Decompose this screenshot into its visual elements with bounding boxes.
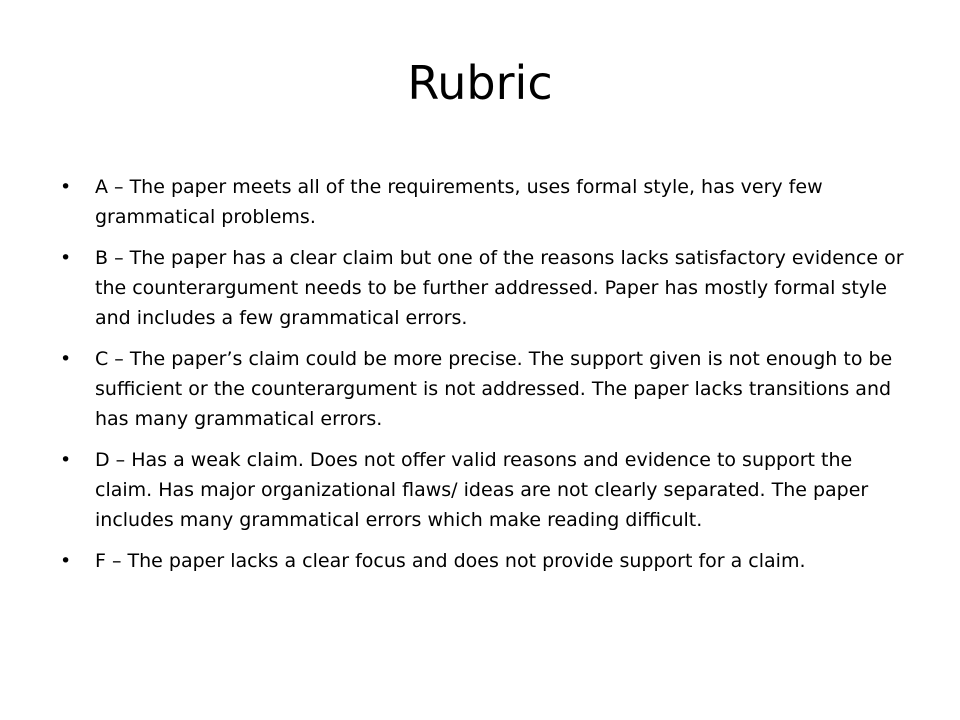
bullet-icon: • [60, 176, 72, 198]
rubric-item-c [60, 344, 910, 434]
bullet-icon: • [60, 348, 72, 370]
rubric-item-a [60, 172, 910, 232]
rubric-item-text: D – Has a weak claim. Does not offer valid reasons and evidence to support the claim. Has major organizational flaws/ ideas are not clearly separated. The paper includes many grammatical errors which make reading difficult. [95, 449, 869, 531]
slide-title: Rubric [407, 56, 553, 110]
rubric-item-f [60, 546, 910, 576]
rubric-item-text: A – The paper meets all of the requirements, uses formal style, has very few grammatical problems. [95, 176, 823, 228]
rubric-item-text: F – The paper lacks a clear focus and does not provide support for a claim. [95, 550, 806, 572]
rubric-item-text: C – The paper’s claim could be more precise. The support given is not enough to be sufficient or the counterargument is not addressed. The paper lacks transitions and has many grammatical errors. [95, 348, 893, 430]
bullet-icon: • [60, 247, 72, 269]
rubric-item-text: B – The paper has a clear claim but one of the reasons lacks satisfactory evidence or the counterargument needs to be further addressed. Paper has mostly formal style and includes a few grammatical errors. [95, 247, 904, 329]
rubric-list [60, 172, 910, 587]
rubric-item-b [60, 243, 910, 333]
rubric-item-d [60, 445, 910, 535]
bullet-icon: • [60, 449, 72, 471]
bullet-icon: • [60, 550, 72, 572]
